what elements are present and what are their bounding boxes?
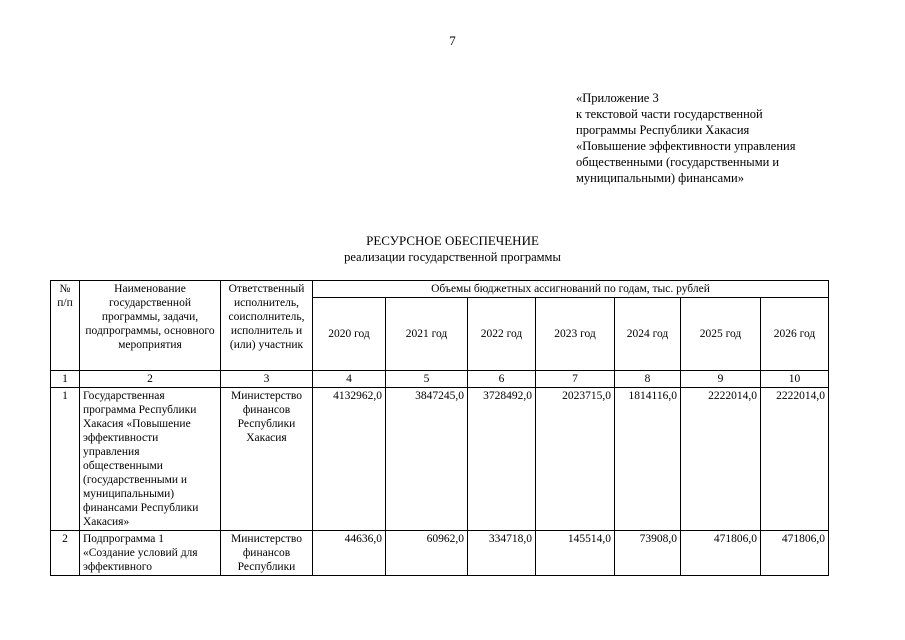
header-executor: Ответственный исполнитель, соисполнитель, исполнитель и (или) участник	[221, 281, 313, 371]
row-executor: Министерство финансов Республики Хакасия	[221, 388, 313, 531]
row-value: 1814116,0	[615, 388, 681, 531]
row-name: Государственная программа Республики Хакасия «Повышение эффективности управления общественными (государственными и муниципальными) финансами Республики Хакасия»	[80, 388, 221, 531]
column-number: 3	[221, 371, 313, 388]
row-executor: Министерство финансов Республики	[221, 531, 313, 576]
row-value: 3728492,0	[468, 388, 536, 531]
column-number: 9	[681, 371, 761, 388]
row-value: 4132962,0	[313, 388, 386, 531]
row-value: 2222014,0	[681, 388, 761, 531]
table-row	[51, 388, 829, 531]
appendix-line: «Повышение эффективности управления	[576, 139, 796, 153]
row-value: 2222014,0	[761, 388, 829, 531]
header-name: Наименование государственной программы, задачи, подпрограммы, основного мероприятия	[80, 281, 221, 371]
page-number: 7	[449, 33, 456, 48]
header-year: 2020 год	[313, 298, 386, 371]
column-number: 8	[615, 371, 681, 388]
header-year: 2022 год	[468, 298, 536, 371]
row-num: 2	[51, 531, 80, 576]
row-value: 2023715,0	[536, 388, 615, 531]
resource-table	[50, 280, 829, 576]
row-value: 145514,0	[536, 531, 615, 576]
appendix-line: муниципальными) финансами»	[576, 171, 744, 185]
appendix-note	[576, 90, 876, 186]
appendix-line: программы Республики Хакасия	[576, 123, 750, 137]
column-number: 7	[536, 371, 615, 388]
row-value: 471806,0	[761, 531, 829, 576]
title-line-1: РЕСУРСНОЕ ОБЕСПЕЧЕНИЕ	[366, 233, 539, 248]
header-year: 2021 год	[386, 298, 468, 371]
column-number: 10	[761, 371, 829, 388]
column-number: 2	[80, 371, 221, 388]
header-num: № п/п	[51, 281, 80, 371]
row-num: 1	[51, 388, 80, 531]
table-row	[51, 531, 829, 576]
header-volumes: Объемы бюджетных ассигнований по годам, тыс. рублей	[313, 281, 829, 298]
row-value: 73908,0	[615, 531, 681, 576]
row-value: 471806,0	[681, 531, 761, 576]
column-number: 6	[468, 371, 536, 388]
header-year: 2025 год	[681, 298, 761, 371]
column-number: 4	[313, 371, 386, 388]
row-value: 44636,0	[313, 531, 386, 576]
document-title	[0, 233, 905, 265]
row-value: 3847245,0	[386, 388, 468, 531]
header-year: 2026 год	[761, 298, 829, 371]
header-year: 2023 год	[536, 298, 615, 371]
header-year: 2024 год	[615, 298, 681, 371]
title-line-2: реализации государственной программы	[344, 250, 561, 264]
appendix-line: общественными (государственными и	[576, 155, 780, 169]
row-name: Подпрограмма 1 «Создание условий для эффективного	[80, 531, 221, 576]
row-value: 60962,0	[386, 531, 468, 576]
row-value: 334718,0	[468, 531, 536, 576]
column-number: 1	[51, 371, 80, 388]
appendix-line: «Приложение 3	[576, 91, 659, 105]
appendix-line: к текстовой части государственной	[576, 107, 763, 121]
column-number: 5	[386, 371, 468, 388]
column-number-row	[51, 371, 829, 388]
